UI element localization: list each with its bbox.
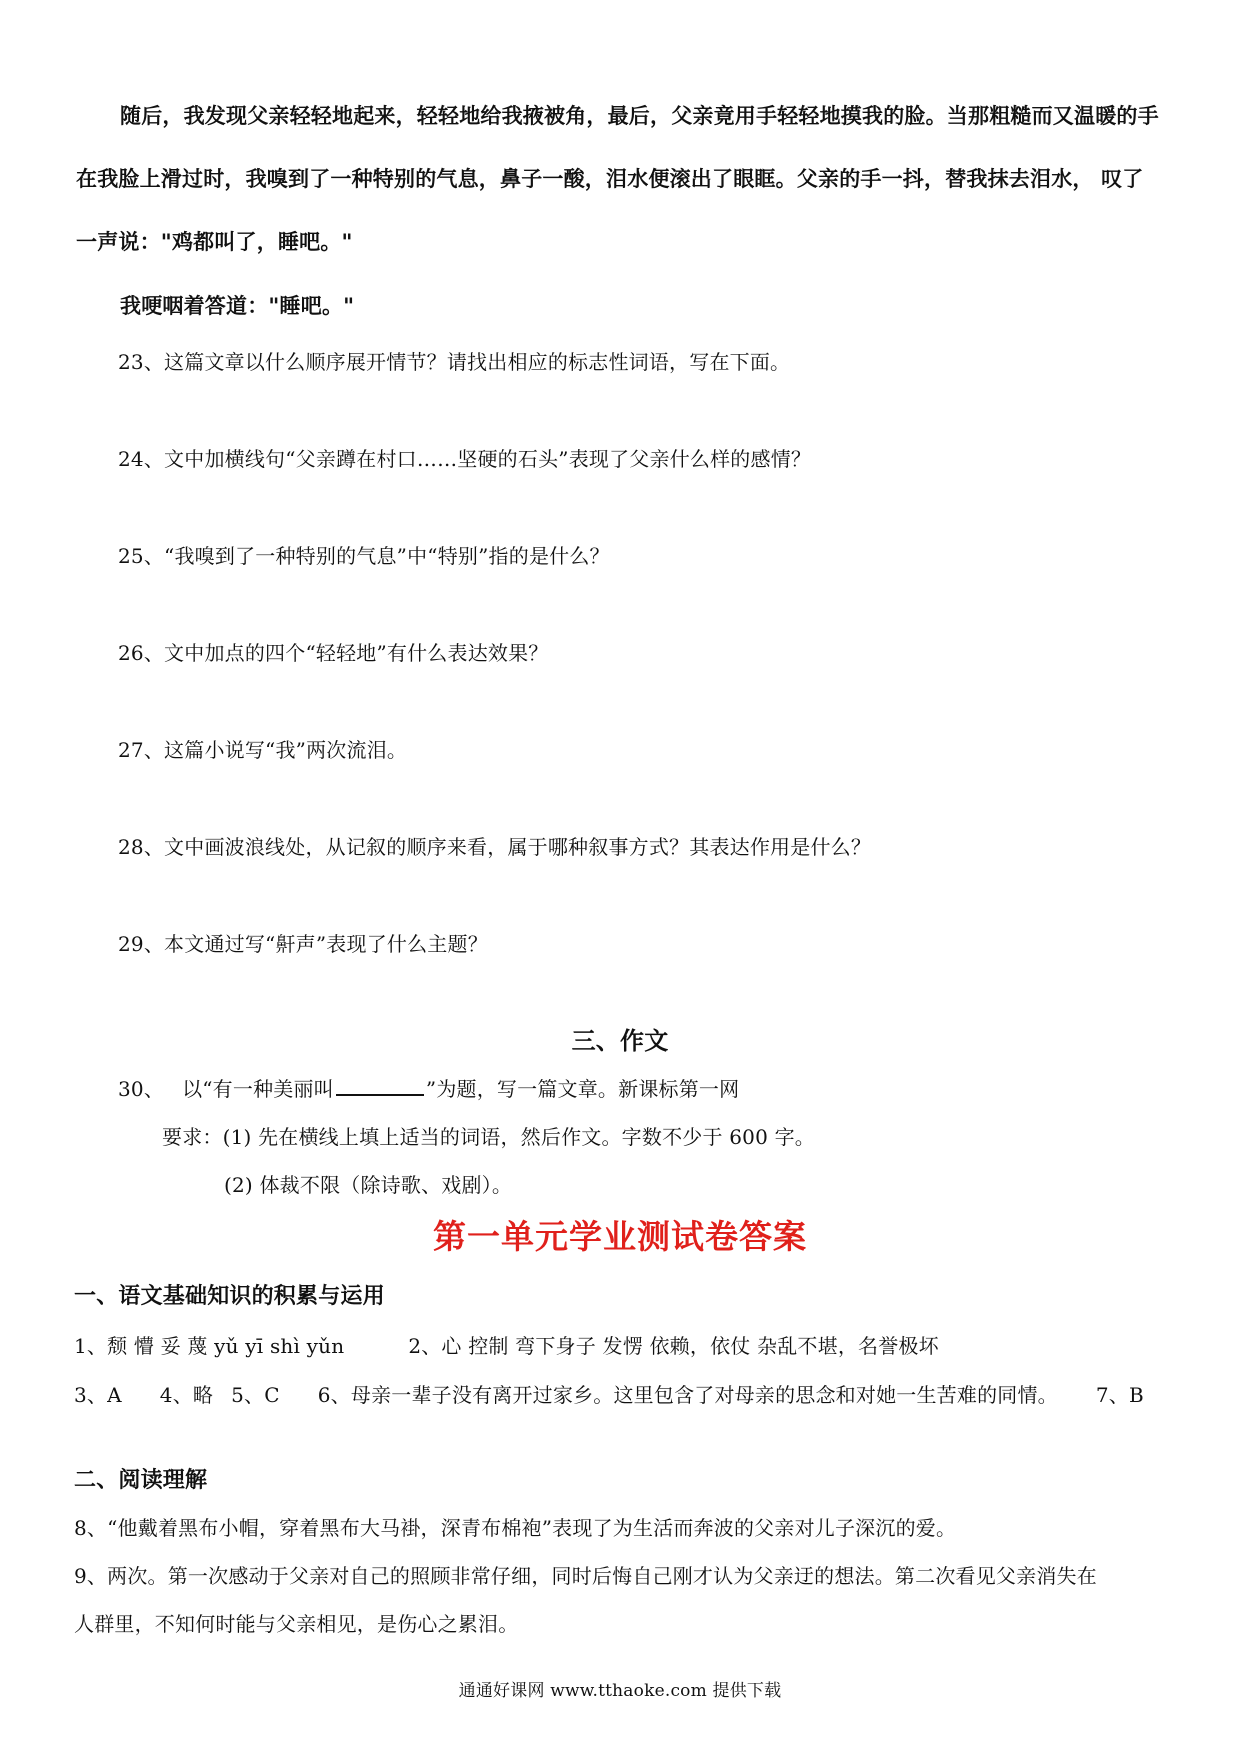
answer-section-1-heading: 一、语文基础知识的积累与运用 xyxy=(74,1284,385,1309)
answer-row-2 xyxy=(74,1380,1180,1410)
answer-row-1 xyxy=(74,1331,1180,1361)
question-29: 29、本文通过写“鼾声”表现了什么主题？ xyxy=(118,932,488,956)
passage-line-4: 我哽咽着答道："睡吧。" xyxy=(120,294,355,318)
answer-5: 5、C xyxy=(231,1383,280,1407)
page-footer: 通通好课网 www.tthaoke.com 提供下载 xyxy=(458,1681,782,1701)
question-28: 28、文中画波浪线处，从记叙的顺序来看，属于哪种叙事方式？其表达作用是什么？ xyxy=(118,835,872,859)
answer-8: 8、“他戴着黑布小帽，穿着黑布大马褂，深青布棉袍”表现了为生活而奔波的父亲对儿子深沉的爱。 xyxy=(74,1516,957,1540)
requirement-2: (2) 体裁不限（除诗歌、戏剧）。 xyxy=(224,1173,513,1197)
passage-line-3: 一声说："鸡都叫了，睡吧。" xyxy=(76,230,353,254)
answer-7: 7、B xyxy=(1095,1383,1144,1407)
question-26: 26、文中加点的四个“轻轻地”有什么表达效果？ xyxy=(118,641,549,665)
question-30-number: 30、 xyxy=(118,1077,165,1101)
question-24: 24、文中加横线句“父亲蹲在村口……坚硬的石头”表现了父亲什么样的感情？ xyxy=(118,447,812,471)
answer-6: 6、母亲一辈子没有离开过家乡。这里包含了对母亲的思念和对她一生苦难的同情。 xyxy=(317,1383,1058,1407)
answer-9-line-2: 人群里，不知何时能与父亲相见，是伤心之累泪。 xyxy=(74,1612,519,1636)
passage-line-2: 在我脸上滑过时，我嗅到了一种特别的气息，鼻子一酸，泪水便滚出了眼眶。父亲的手一抖，替我抹去泪水， 叹了 xyxy=(76,167,1144,191)
question-23: 23、这篇文章以什么顺序展开情节？请找出相应的标志性词语，写在下面。 xyxy=(118,350,791,374)
composition-title: 三、作文 xyxy=(571,1026,669,1055)
answer-9-line-1: 9、两次。第一次感动于父亲对自己的照顾非常仔细，同时后悔自己刚才认为父亲迂的想法。第二次看见父亲消失在 xyxy=(74,1564,1097,1588)
fill-in-blank-line xyxy=(336,1074,424,1096)
answer-1: 1、颓 懵 妥 蔑 yǔ yī shì yǔn xyxy=(74,1334,345,1358)
answer-2: 2、心 控制 弯下身子 发愣 依赖，依仗 杂乱不堪，名誉极坏 xyxy=(408,1334,939,1358)
question-25: 25、“我嗅到了一种特别的气息”中“特别”指的是什么？ xyxy=(118,544,610,568)
question-30-suffix: ”为题，写一篇文章。新课标第一网 xyxy=(425,1077,740,1101)
passage-line-1: 随后，我发现父亲轻轻地起来，轻轻地给我掖被角，最后，父亲竟用手轻轻地摸我的脸。当那粗糙而又温暖的手 xyxy=(120,104,1159,128)
question-30 xyxy=(118,1074,1180,1104)
answer-3: 3、A xyxy=(74,1383,122,1407)
answer-4: 4、略 xyxy=(159,1383,214,1407)
requirement-1: 要求：(1) 先在横线上填上适当的词语，然后作文。字数不少于 600 字。 xyxy=(162,1125,815,1149)
answer-section-2-heading: 二、阅读理解 xyxy=(74,1468,208,1493)
question-30-prefix: 以“有一种美丽叫 xyxy=(182,1077,334,1101)
answer-key-title: 第一单元学业测试卷答案 xyxy=(433,1217,807,1256)
question-27: 27、这篇小说写“我”两次流泪。 xyxy=(118,738,408,762)
